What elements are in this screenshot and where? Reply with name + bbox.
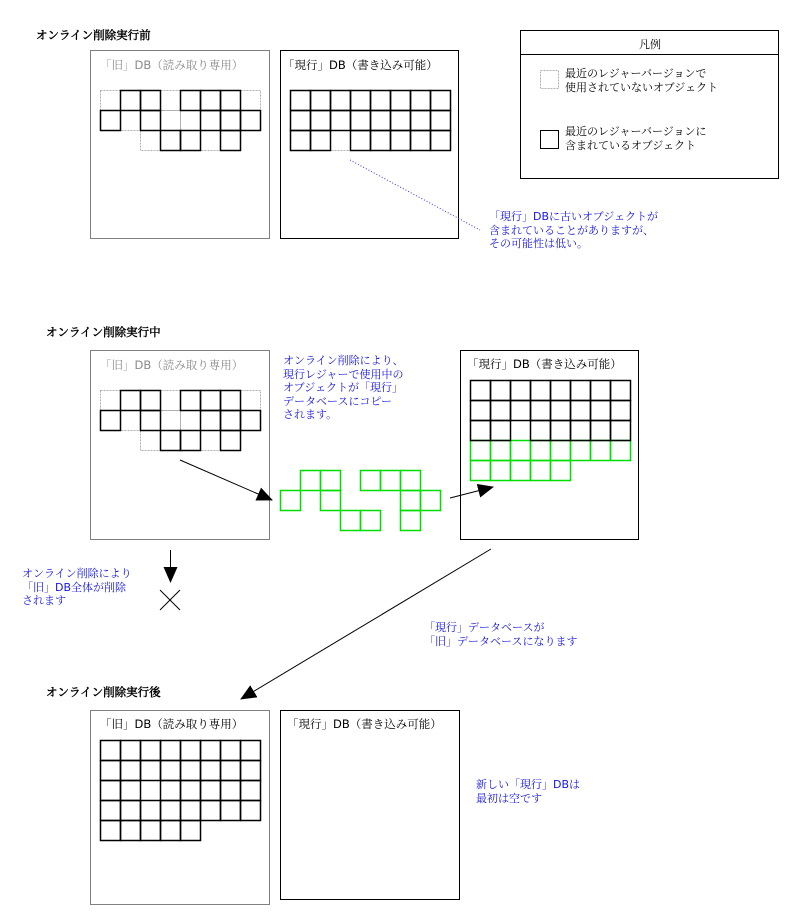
copied-object-cell: [421, 491, 441, 511]
copied-object-cell: [381, 471, 401, 491]
unused-object-cell: [241, 91, 261, 111]
copied-object-cell: [571, 441, 591, 461]
unused-object-cell: [141, 431, 161, 451]
used-object-cell: [141, 801, 161, 821]
during-old-db-label: 「旧」DB（読み取り専用）: [100, 358, 244, 372]
used-object-cell: [471, 421, 491, 441]
used-object-cell: [551, 381, 571, 401]
before-old-db-label: 「旧」DB（読み取り専用）: [100, 58, 244, 72]
copied-objects-group: [281, 471, 441, 531]
used-object-cell: [491, 381, 511, 401]
used-object-cell: [351, 91, 371, 111]
used-object-cell: [391, 131, 411, 151]
unused-object-cell: [141, 781, 161, 801]
before-current-db-box: [281, 51, 459, 239]
used-object-cell: [181, 761, 201, 781]
used-object-cell: [431, 91, 451, 111]
used-object-cell: [121, 741, 141, 761]
used-object-cell: [181, 741, 201, 761]
used-object-cell: [181, 91, 201, 111]
copy-note: オンライン削除により、 現行レジャーで使用中の オブジェクトが「現行」 データベースにコピー されます。: [283, 354, 404, 421]
used-object-cell: [181, 431, 201, 451]
used-object-cell: [471, 401, 491, 421]
section-title-before: オンライン削除実行前: [36, 28, 151, 42]
used-object-cell: [101, 741, 121, 761]
used-object-cell: [471, 381, 491, 401]
used-object-cell: [571, 421, 591, 441]
used-object-cell: [611, 421, 631, 441]
insert-arrow: [450, 487, 493, 498]
used-object-cell: [121, 781, 141, 801]
used-object-cell: [201, 761, 221, 781]
used-object-cell: [371, 131, 391, 151]
used-object-cell: [531, 381, 551, 401]
used-object-cell: [141, 411, 161, 431]
legend-title: 凡例: [639, 38, 661, 51]
used-object-cell: [141, 741, 161, 761]
used-object-cell: [101, 761, 121, 781]
used-object-cell: [411, 91, 431, 111]
used-object-cell: [221, 761, 241, 781]
used-object-cell: [101, 111, 121, 131]
after-old-db-grid: [101, 741, 261, 841]
used-object-cell: [311, 111, 331, 131]
delete-note: オンライン削除により 「旧」DB全体が削除 されます: [22, 567, 132, 607]
section-title-after: オンライン削除実行後: [46, 685, 161, 699]
unused-object-cell: [181, 411, 201, 431]
used-object-cell: [371, 91, 391, 111]
used-object-cell: [221, 781, 241, 801]
used-object-cell: [241, 111, 261, 131]
after-current-db-label: 「現行」DB（書き込み可能）: [287, 717, 442, 731]
used-object-cell: [331, 111, 351, 131]
used-object-cell: [101, 411, 121, 431]
used-object-cell: [511, 381, 531, 401]
used-object-cell: [141, 111, 161, 131]
used-object-cell: [201, 741, 221, 761]
copied-object-cell: [361, 511, 381, 531]
used-object-cell: [611, 401, 631, 421]
copied-object-cell: [401, 471, 421, 491]
during-old-db-grid: [101, 391, 261, 451]
used-object-cell: [411, 111, 431, 131]
used-object-cell: [551, 401, 571, 421]
stale-object-note: 「現行」DBに古いオブジェクトが 含まれていることがありますが、 その可能性は低い。: [489, 210, 659, 250]
used-object-cell: [201, 91, 221, 111]
copied-object-cell: [321, 471, 341, 491]
legend-used-label: 最近のレジャーバージョンに 含まれているオブジェクト: [565, 125, 707, 152]
unused-object-cell: [331, 131, 351, 151]
used-object-cell: [511, 401, 531, 421]
used-object-cell: [121, 391, 141, 411]
used-object-cell: [371, 111, 391, 131]
copied-object-cell: [341, 511, 361, 531]
unused-object-cell: [101, 391, 121, 411]
used-object-cell: [161, 821, 181, 841]
used-object-cell: [121, 801, 141, 821]
used-object-cell: [531, 421, 551, 441]
unused-object-cell: [121, 411, 141, 431]
during-current-db-box: [461, 351, 639, 540]
copy-arrow: [180, 460, 272, 500]
used-object-cell: [221, 91, 241, 111]
used-object-cell: [141, 391, 161, 411]
copied-object-cell: [531, 441, 551, 461]
used-object-cell: [291, 91, 311, 111]
copied-object-cell: [281, 491, 301, 511]
used-object-cell: [491, 401, 511, 421]
used-object-cell: [161, 741, 181, 761]
used-object-cell: [241, 781, 261, 801]
copied-object-cell: [511, 441, 531, 461]
used-object-cell: [221, 111, 241, 131]
used-object-cell: [101, 821, 121, 841]
copied-object-cell: [511, 461, 531, 481]
copied-object-cell: [591, 441, 611, 461]
used-object-cell: [311, 91, 331, 111]
copied-object-cell: [401, 491, 421, 511]
used-object-cell: [351, 131, 371, 151]
used-object-cell: [221, 431, 241, 451]
used-object-cell: [201, 111, 221, 131]
used-object-cell: [161, 781, 181, 801]
legend-box: [521, 31, 779, 179]
before-current-db-label: 「現行」DB（書き込み可能）: [283, 58, 438, 72]
used-object-cell: [571, 401, 591, 421]
used-object-cell: [591, 421, 611, 441]
used-object-cell: [351, 111, 371, 131]
copied-object-cell: [491, 461, 511, 481]
used-object-cell: [551, 421, 571, 441]
unused-object-cell: [161, 391, 181, 411]
used-object-cell: [291, 111, 311, 131]
used-object-cell: [221, 411, 241, 431]
used-object-cell: [571, 381, 591, 401]
after-current-db-box: [281, 711, 460, 900]
before-current-db-grid: [291, 91, 451, 151]
unused-object-cell: [161, 91, 181, 111]
used-object-cell: [221, 391, 241, 411]
legend-unused-label: 最近のレジャーバージョンで 使用されていないオブジェクト: [565, 67, 719, 94]
copied-object-cell: [551, 461, 571, 481]
unused-object-cell: [101, 91, 121, 111]
used-object-cell: [311, 131, 331, 151]
copied-object-cell: [361, 471, 381, 491]
used-object-cell: [331, 91, 351, 111]
used-object-cell: [181, 821, 201, 841]
unused-object-cell: [121, 111, 141, 131]
stale-object-pointer-line: [350, 160, 480, 230]
copied-object-cell: [321, 491, 341, 511]
used-object-cell: [431, 111, 451, 131]
used-object-cell: [141, 761, 161, 781]
used-object-cell: [161, 431, 181, 451]
used-object-cell: [181, 801, 201, 821]
copied-object-cell: [531, 461, 551, 481]
used-object-cell: [291, 131, 311, 151]
used-object-cell: [161, 131, 181, 151]
used-object-cell: [121, 761, 141, 781]
copied-object-cell: [401, 511, 421, 531]
used-object-cell: [161, 761, 181, 781]
used-object-cell: [141, 821, 161, 841]
unused-object-cell: [201, 131, 221, 151]
used-object-cell: [531, 401, 551, 421]
used-object-cell: [101, 801, 121, 821]
unused-object-cell: [201, 431, 221, 451]
used-object-cell: [241, 801, 261, 821]
unused-object-cell: [161, 411, 181, 431]
unused-object-cell: [181, 111, 201, 131]
used-object-cell: [201, 391, 221, 411]
legend-used-swatch: [541, 131, 559, 149]
copied-object-cell: [471, 461, 491, 481]
used-object-cell: [491, 421, 511, 441]
used-object-cell: [591, 381, 611, 401]
empty-current-db-note: 新しい「現行」DBは 最初は空です: [476, 778, 581, 805]
used-object-cell: [201, 411, 221, 431]
used-object-cell: [241, 761, 261, 781]
copied-object-cell: [301, 471, 321, 491]
unused-object-cell: [511, 421, 531, 441]
used-object-cell: [201, 781, 221, 801]
used-object-cell: [121, 91, 141, 111]
used-object-cell: [201, 801, 221, 821]
used-object-cell: [181, 131, 201, 151]
used-object-cell: [221, 131, 241, 151]
copied-object-cell: [611, 441, 631, 461]
used-object-cell: [101, 781, 121, 801]
used-object-cell: [241, 411, 261, 431]
copied-object-cell: [551, 441, 571, 461]
during-current-db-grid: [471, 381, 631, 481]
used-object-cell: [221, 741, 241, 761]
used-object-cell: [391, 111, 411, 131]
used-object-cell: [591, 401, 611, 421]
legend-unused-swatch: [541, 71, 559, 89]
used-object-cell: [121, 821, 141, 841]
copied-object-cell: [471, 441, 491, 461]
used-object-cell: [161, 801, 181, 821]
used-object-cell: [611, 381, 631, 401]
delete-x-icon: [160, 590, 180, 610]
section-title-during: オンライン削除実行中: [46, 325, 161, 339]
after-old-db-label: 「旧」DB（読み取り専用）: [100, 717, 244, 731]
during-current-db-label: 「現行」DB（書き込み可能）: [467, 357, 622, 371]
used-object-cell: [241, 741, 261, 761]
used-object-cell: [141, 91, 161, 111]
used-object-cell: [411, 131, 431, 151]
unused-object-cell: [161, 111, 181, 131]
rotate-note: 「現行」データベースが 「旧」データベースになります: [424, 621, 578, 648]
used-object-cell: [181, 781, 201, 801]
before-old-db-grid: [101, 91, 261, 151]
used-object-cell: [221, 801, 241, 821]
copied-object-cell: [491, 441, 511, 461]
unused-object-cell: [241, 391, 261, 411]
unused-object-cell: [141, 131, 161, 151]
used-object-cell: [391, 91, 411, 111]
used-object-cell: [431, 131, 451, 151]
used-object-cell: [181, 391, 201, 411]
